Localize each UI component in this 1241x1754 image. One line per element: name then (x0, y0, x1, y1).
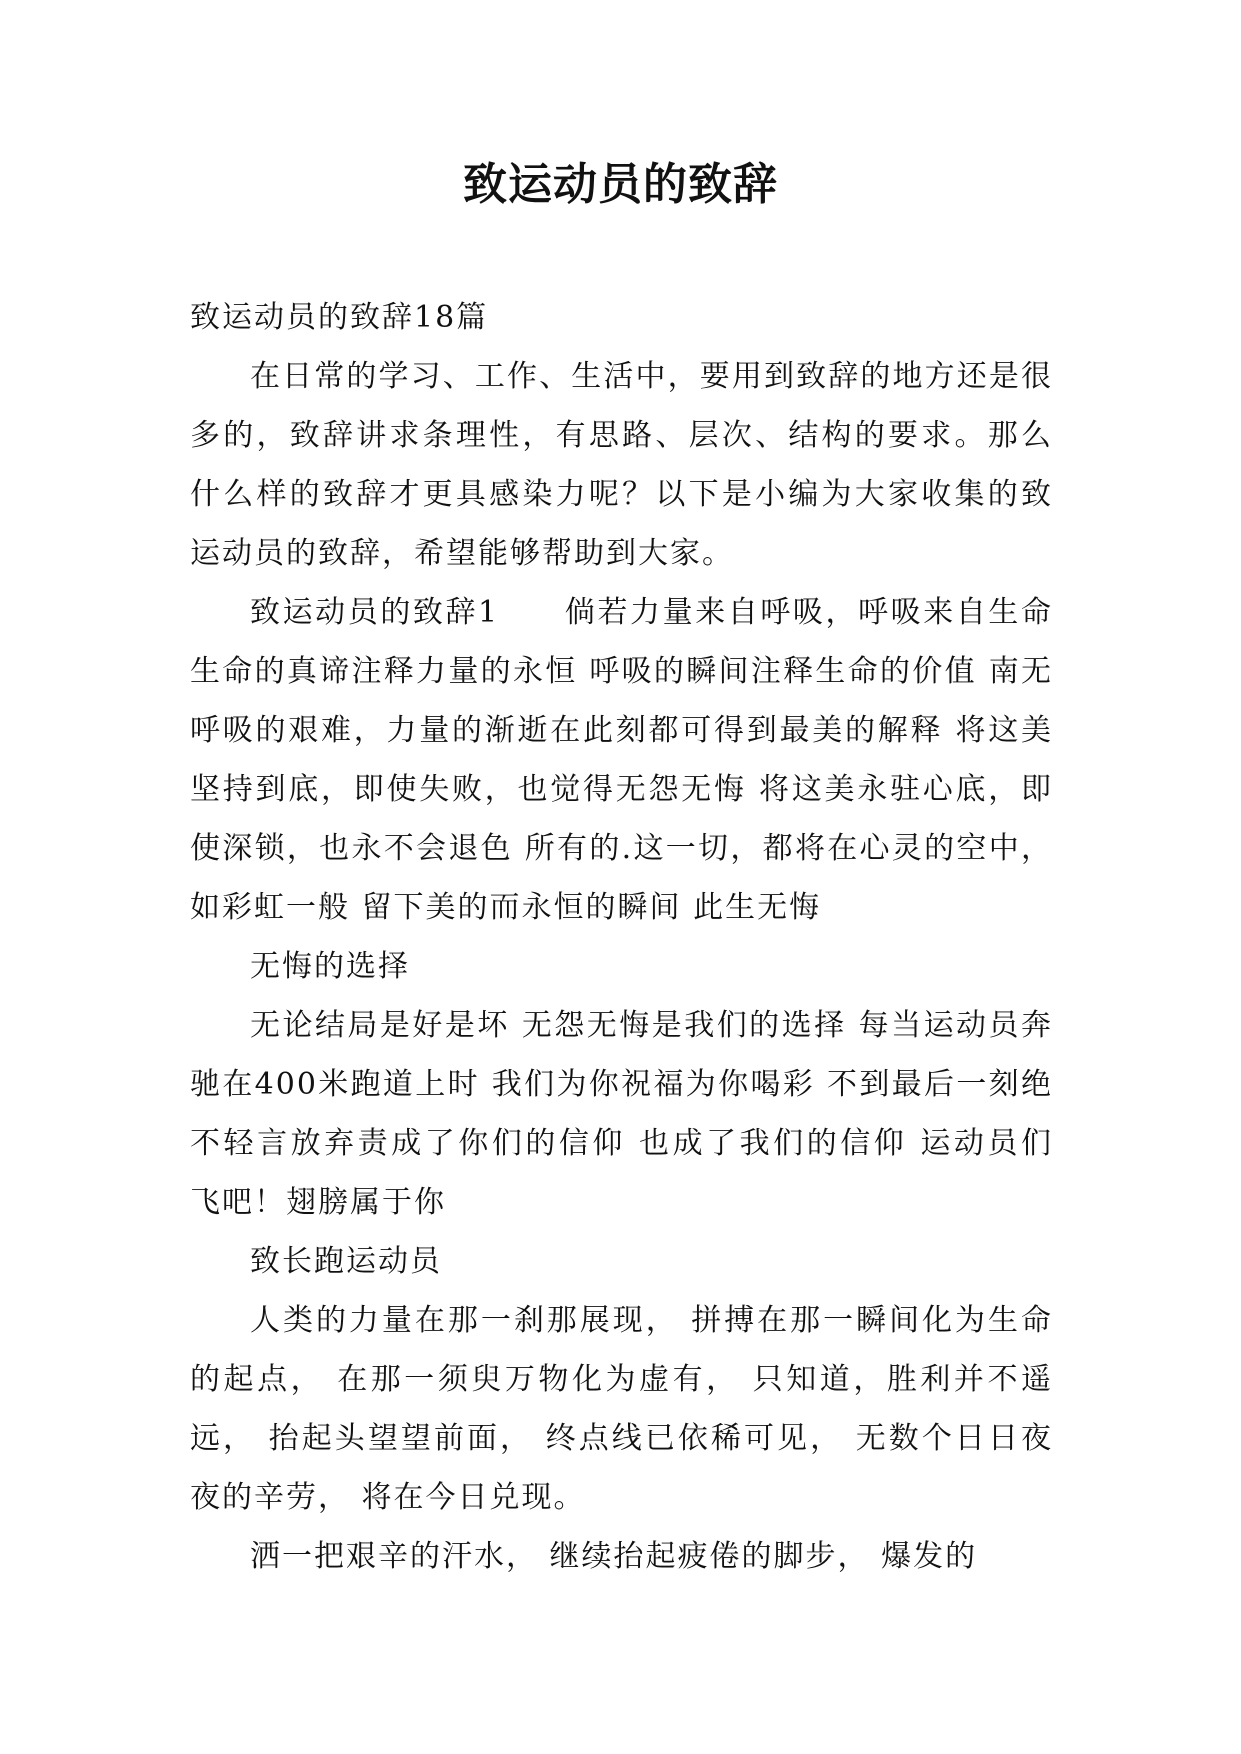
long-distance-paragraph: 人类的力量在那一刹那展现， 拼搏在那一瞬间化为生命的起点， 在那一须臾万物化为虚有， 只知道，胜利并不遥远， 抬起头望望前面， 终点线已依稀可见， 无数个日日夜夜的辛劳， 将在今日兑现。 (190, 1303, 1053, 1515)
section-heading-no-regret: 无悔的选择 (250, 949, 410, 984)
subtitle-paragraph: 致运动员的致辞18篇 (190, 300, 489, 335)
document-body (190, 288, 1053, 1586)
speech-1-paragraph: 致运动员的致辞1 倘若力量来自呼吸，呼吸来自生命 生命的真谛注释力量的永恒 呼吸的瞬间注释生命的价值 南无呼吸的艰难，力量的渐逝在此刻都可得到最美的解释 将这美坚持到底，即使失败，也觉得无怨无悔 将这美永驻心底，即使深锁，也永不会退色 所有的.这一切，都将在心灵的空中，如彩虹一般 留下美的而永恒的瞬间 此生无悔 (190, 595, 1053, 925)
closing-paragraph: 洒一把艰辛的汗水， 继续抬起疲倦的脚步， 爆发的 (250, 1539, 978, 1574)
intro-paragraph: 在日常的学习、工作、生活中，要用到致辞的地方还是很多的，致辞讲求条理性，有思路、层次、结构的要求。那么什么样的致辞才更具感染力呢？以下是小编为大家收集的致运动员的致辞，希望能够帮助到大家。 (190, 359, 1053, 571)
page-title: 致运动员的致辞 (463, 159, 778, 210)
section-heading-long-distance: 致长跑运动员 (250, 1244, 442, 1279)
no-regret-paragraph: 无论结局是好是坏 无怨无悔是我们的选择 每当运动员奔驰在400米跑道上时 我们为你祝福为你喝彩 不到最后一刻绝不轻言放弃责成了你们的信仰 也成了我们的信仰 运动员们 飞吧！翅膀属于你 (190, 1008, 1053, 1220)
